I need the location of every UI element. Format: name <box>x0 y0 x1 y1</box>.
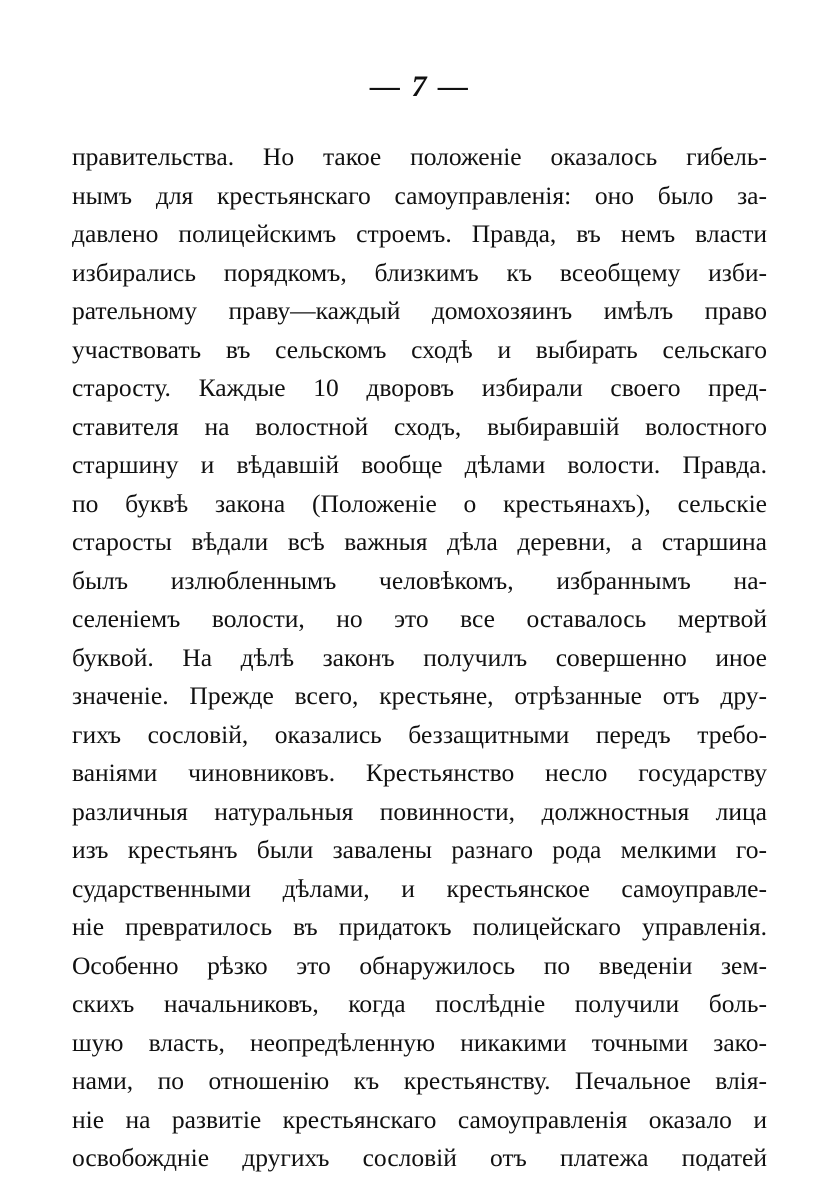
text-line: по буквѣ закона (Положенiе о крестьянахъ), сельскiе <box>72 488 767 518</box>
text-line: ванiями чиновниковъ. Крестьянство несло государству <box>72 758 767 787</box>
text-line: рательному праву—каждый домохозяинъ имѣлъ право <box>72 296 767 325</box>
text-line: избирались порядкомъ, близкимъ къ всеобщему изби- <box>72 257 767 287</box>
text-line: нiе превратилось въ придатокъ полицейскаго управленiя. <box>72 912 767 941</box>
text-line: шую власть, неопредѣленную никакими точными зако- <box>72 1027 767 1057</box>
text-line: нымъ для крестьянскаго самоуправленiя: оно было за- <box>72 180 767 210</box>
text-line: старосты вѣдали всѣ важныя дѣла деревни, а старшина <box>72 527 767 556</box>
text-line: Особенно рѣзко это обнаружилось по введенiи зем- <box>72 950 767 980</box>
text-line: сударственными дѣлами, и крестьянское самоуправле- <box>72 873 767 903</box>
text-line: старшину и вѣдавшiй вообще дѣлами волости. Правда. <box>72 450 767 479</box>
text-line: освобожднiе другихъ сословiй отъ платежа податей <box>72 1143 767 1172</box>
text-line: давлено полицейскимъ строемъ. Правда, въ немъ власти <box>72 219 767 248</box>
text-line: правительства. Но такое положенiе оказалось гибель- <box>72 142 767 171</box>
text-line: участвовать въ сельскомъ сходѣ и выбирать сельскаго <box>72 334 767 364</box>
text-line: изъ крестьянъ были завалены разнаго рода мелкими го- <box>72 835 767 864</box>
text-line: селенiемъ волости, но это все оставалось мертвой <box>72 604 767 633</box>
body-text <box>72 138 767 1178</box>
text-line: нiе на развитiе крестьянскаго самоуправленiя оказало и <box>72 1104 767 1134</box>
text-line: ставителя на волостной сходъ, выбиравшiй волостного <box>72 411 767 441</box>
text-line: значенiе. Прежде всего, крестьяне, отрѣзанные отъ дру- <box>72 681 767 710</box>
text-line: буквой. На дѣлѣ законъ получилъ совершенно иное <box>72 642 767 672</box>
text-line: старосту. Каждые 10 дворовъ избирали своего пред- <box>72 373 767 402</box>
text-line: скихъ начальниковъ, когда послѣднiе получили боль- <box>72 989 767 1018</box>
page-number: — 7 — <box>370 70 470 103</box>
text-line: различныя натуральныя повинности, должностныя лица <box>72 796 767 826</box>
text-line: былъ излюбленнымъ человѣкомъ, избраннымъ на- <box>72 565 767 595</box>
text-line: нами, по отношенiю къ крестьянству. Печальное влiя- <box>72 1066 767 1095</box>
text-line: гихъ сословiй, оказались беззащитными передъ требо- <box>72 719 767 749</box>
